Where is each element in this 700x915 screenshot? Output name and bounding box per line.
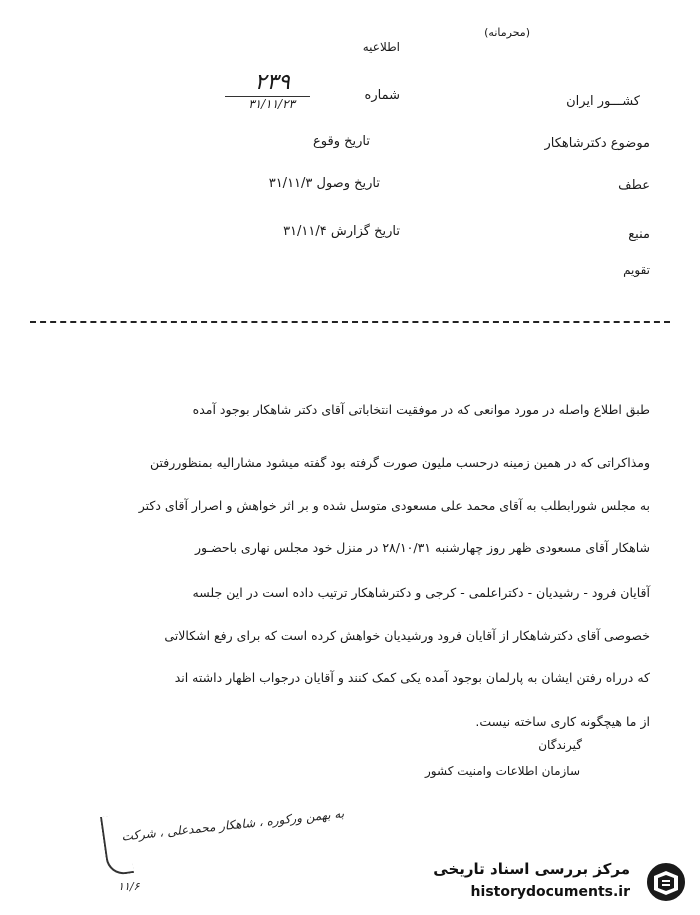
watermark-title: مرکز بررسی اسناد تاریخی [433, 860, 630, 878]
document-type: اطلاعیه [362, 40, 400, 54]
signature-mark [100, 813, 134, 876]
handwritten-date: ۱۱/۶ [118, 880, 140, 893]
report-date-field: تاریخ گزارش ۳۱/۱۱/۴ [283, 224, 400, 239]
body-line: به مجلس شورابطلب به آقای محمد علی مسعودی متوسل شده و بر اثر خواهش و اصرار آقای دکتر [138, 498, 650, 513]
body-line: که درراه رفتن ایشان به پارلمان بوجود آمده یکی کمک کنند و آقایان درجواب اظهار داشته اند [174, 670, 650, 685]
handwritten-note: به بهمن ورکوره ، شاهکار محمدعلی ، شرکت [121, 806, 346, 844]
country-field: کشـــور ایران [566, 94, 640, 109]
section-divider [30, 321, 670, 323]
number-label: شماره [364, 88, 400, 103]
source-field: منبع [628, 227, 650, 242]
body-line: طبق اطلاع واصله در مورد موانعی که در موفقیت انتخاباتی آقای دکتر شاهکار بوجود آمده [192, 402, 650, 417]
assessment-field: تقویم [623, 263, 650, 277]
document-number-date: ۳۱/۱۱/۲۳ [248, 97, 295, 111]
body-line: ومذاکراتی که در همین زمینه درحسب ملیون صورت گرفته بود گفته میشود مشارالیه بمنظوررفتن [149, 455, 650, 470]
received-date-field: تاریخ وصول ۳۱/۱۱/۳ [268, 176, 380, 191]
body-line: خصوصی آقای دکترشاهکار از آقایان فرود ورشیدیان خواهش کرده است که برای رفع اشکالاتی [164, 628, 650, 643]
organization-name: سازمان اطلاعات وامنیت کشور [425, 764, 580, 778]
subject-field: موضوع دکترشاهکار [544, 136, 650, 151]
archive-logo-icon [644, 860, 688, 904]
recipients-label: گیرندگان [538, 738, 582, 752]
body-line: از ما هیچگونه کاری ساخته نیست. [475, 714, 650, 729]
watermark-url: historydocuments.ir [470, 884, 630, 900]
document-number: ۲۳۹ [254, 70, 290, 95]
body-line: شاهکار آقای مسعودی ظهر روز چهارشنبه ۲۸/۱۰/۳۱ در منزل خود مجلس نهاری باحضـور [194, 540, 650, 555]
occurrence-date-label: تاریخ وقوع [313, 134, 370, 149]
reference-field: عطف [618, 178, 650, 193]
watermark [412, 858, 692, 908]
body-line: آقایان فرود - رشیدیان - دکتراعلمی - کرجی و دکترشاهکار ترتیب داده است در این جلسه [192, 585, 650, 600]
classification-stamp: (محرمانه) [484, 26, 530, 39]
